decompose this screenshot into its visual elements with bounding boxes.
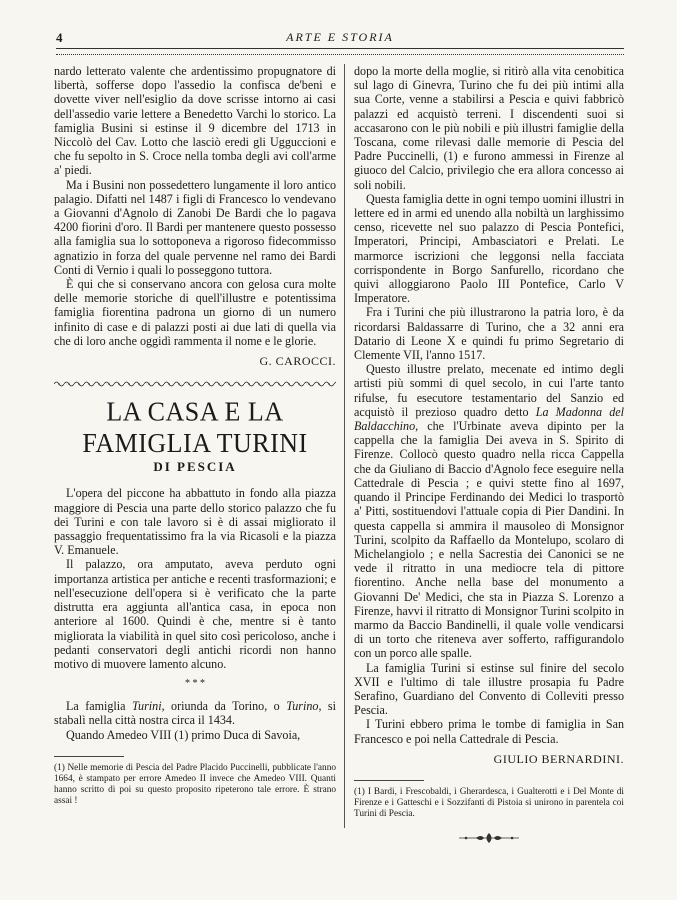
header-rule	[56, 48, 624, 55]
fleuron-icon	[454, 831, 524, 845]
article-title: LA CASA E LA FAMIGLIA TURINI	[82, 396, 308, 459]
footnote-rule	[54, 756, 124, 757]
article-paragraph: Il palazzo, ora amputato, aveva perduto ogni importanza artistica per antiche e recenti trasformazioni; e nell'esecuzione dell'opera si è verificato che la parte distrutta era aggiunta all'antica casa, in epoca non anteriore al 1600. Quindi è che, mentre si è tanto migliorata la viabilità in quel sito così pericoloso, anche i pedanti conservatori degli antichi ricordi non hanno motivo di muovere lamento alcuno.	[54, 557, 336, 671]
prev-article-paragraph: Ma i Busini non possedettero lungamente il loro antico palagio. Difatti nel 1487 i figli di Francesco lo vendevano a Giovanni d'Agnolo di Zanobi De Bardi che lo pagava 4200 fiorini d'oro. Il Bardi per mantenere questo possesso alla famiglia sua lo sottoponeva a rigoroso fidecommisso agnatizio in forza del quale pervenne nel ramo dei Bardi Conti di Vernio i quali lo posseggono tuttora.	[54, 177, 336, 277]
article-paragraph: I Turini ebbero prima le tombe di famiglia in San Francesco e poi nella Cattedrale di Pescia.	[354, 717, 624, 746]
article-signature: GIULIO BERNARDINI.	[493, 751, 624, 766]
asterism: * * *	[185, 678, 205, 690]
ornament-icon	[54, 380, 336, 388]
article-paragraph: Questo illustre prelato, mecenate ed intimo degli artisti più sommi di quel secolo, in cui l'arte tanto rifulse, fu esecutore testamentario del Sanzio ed acquistò il prezioso quadro detto La Madonna del Baldacchino, che l'Urbinate aveva dipinto per la cappella che la famiglia Dei aveva in S. Spirito di Firenze. Collocò questo quadro nella ricca Cappella che da Giuliano di Baccio d'Agnolo fece eseguire nella Cattedrale di Pescia ; e quivi stette fino al 1697, quando il Principe Ferdinando dei Medici lo trasportò a' Pitti, sostituendovi l'attuale copia di Pier Dandini. In questa cappella si ammira il mausoleo di Monsignor Turini, scolpito da Raffaello da Montelupo, scolaro di Michelangiolo ; e nella Sacrestia dei Canonici se ne vede il ritratto in una mediocre tela di pittore fiorentino. Anche nella base del monumento a Giovanni De' Medici, che sta in Piazza S. Lorenzo a Firenze, havvi il ritratto di Monsignor Turini scolpito in marmo da Baccio Bandinelli, il quale volle vendicarsi di un torto che riteneva aver sofferto, raffigurandolo con un porco alle spalle.	[354, 362, 625, 661]
column-divider	[344, 64, 345, 828]
prev-article-paragraph: nardo letterato valente che ardentissimo propugnatore di libertà, sofferse dopo l'assedio la confisca de'beni e dovette viver nell'esiglio da dove scrisse intorno ai casi dell'assedio varie lettere a Benedetto Varchi lo storico. La famiglia Busini si estinse il 9 dicembre del 1713 in Niccolò del Cav. Lotto che lasciò eredi gli Ugguccioni e che fu sepolto in S. Croce nella tomba degli avi coll'arme a' piedi.	[54, 64, 336, 178]
right-column	[354, 64, 624, 848]
footnote: (1) I Bardi, i Frescobaldi, i Gherardesca, i Gualterotti e i Del Monte di Firenze e i Gatteschi e i Sozzifanti di Pistoia si unirono in parentela coi Turini di Pescia.	[354, 786, 624, 820]
article-paragraph: Quando Amedeo VIII (1) primo Duca di Savoia,	[66, 727, 301, 742]
prev-article-signature: G. CAROCCI.	[259, 354, 336, 369]
article-paragraph: Fra i Turini che più illustrarono la patria loro, è da ricordarsi Baldassarre di Turino, che a 32 anni era Datario di Leone X e quindi fu primo Segretario di Clemente VII, l'anno 1517.	[354, 305, 624, 363]
ornamental-divider	[54, 380, 336, 388]
article-paragraph: dopo la morte della moglie, si ritirò alla vita cenobitica sul lago di Ginevra, Turino che fu dei più intimi alla sua Corte, venne a stabilirsi a Pescia e quivi fabbricò palazzi ed acquistò terreni. I discendenti suoi si accasarono con le più nobili e più illustri famiglie della Toscana, come rilevasi dalle memorie di Pescia del Padre Puccinelli, (1) e furono ammessi in Firenze al giuoco del Calcio, privilegio che era allora concesso ai soli nobili.	[354, 64, 624, 192]
article-paragraph: Questa famiglia dette in ogni tempo uomini illustri in lettere ed in armi ed unendo alla nobiltà un larghissimo censo, ricevette nel suo palazzo di Pescia Pontefici, Imperatori, Principi, Ambasciatori e Prelati. Le marmorce iscrizioni che leggonsi nella facciata corrispondente in Borgo Sanfurello, ricordano che quivi alloggiarono Paolo III Pontefice, Carlo V Imperatore.	[354, 191, 624, 306]
article-subtitle: DI PESCIA	[153, 459, 237, 475]
page-number: 4	[56, 30, 63, 45]
running-title: ARTE E STORIA	[286, 30, 394, 44]
footnote-rule	[354, 780, 424, 781]
footnote: (1) Nelle memorie di Pescia del Padre Placido Puccinelli, pubblicate l'anno 1664, è stampato per errore Amedeo II invece che Amedeo VIII. Quanti hanno scritto di poi su questo proposito ripeterono tale errore. È strano assai !	[54, 762, 336, 807]
page-header	[56, 30, 624, 44]
article-paragraph: La famiglia Turini, oriunda da Torino, o Turino, si stabalì nella città nostra circa il 1434.	[54, 699, 337, 728]
article-paragraph: L'opera del piccone ha abbattuto in fondo alla piazza maggiore di Pescia una parte dello storico palazzo che fu dei Turini e con tale lavoro si è di assai migliorato il passaggio frequentatissimo fra la via Ricasoli e la piazza V. Emanuele.	[54, 486, 336, 558]
article-paragraph: La famiglia Turini si estinse sul finire del secolo XVII e l'ultimo di tale illustre prosapia fu Padre Serafino, Guardiano del Convento di Colleviti presso Pescia.	[354, 660, 624, 718]
end-ornament	[354, 831, 624, 848]
prev-article-paragraph: È qui che si conservano ancora con gelosa cura molte delle memorie storiche di quell'illustre e potentissima famiglia fiorentina padrona un giorno di un numero infinito di case e di palazzi posti ai due lati di quella via che di loro anche oggidì rammenta il nome e le glorie.	[54, 277, 336, 348]
left-column	[54, 64, 336, 808]
